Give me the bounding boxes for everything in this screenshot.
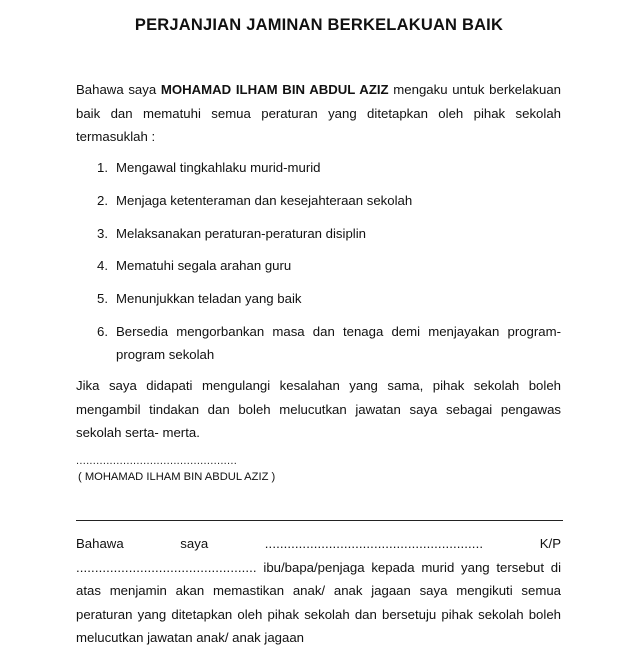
guardian-name-blank: .......................................................... <box>264 536 484 551</box>
list-item-number: 4. <box>97 258 108 274</box>
guardian-paragraph <box>76 532 561 650</box>
list-item <box>76 320 561 367</box>
guardian-kp-label: K/P <box>483 536 562 551</box>
consequence-paragraph: Jika saya didapati mengulangi kesalahan yang sama, pihak sekolah boleh mengambil tindakan dan boleh melucutkan jawatan saya sebagai pengawas sekolah serta- merta. <box>76 378 561 440</box>
list-item-number: 2. <box>97 192 108 208</box>
intro-suffix: mengaku untuk berkelakuan baik dan mematuhi semua peraturan yang ditetapkan oleh pihak sekolah termasuklah : <box>76 82 562 144</box>
signatory-name: ( MOHAMAD ILHAM BIN ABDUL AZIZ ) <box>78 471 276 483</box>
list-item-text: Menjaga ketenteraman dan kesejahteraan sekolah <box>116 192 413 208</box>
list-item-number: 5. <box>97 291 108 307</box>
guardian-text: ibu/bapa/penjaga kepada murid yang tersebut di atas menjamin akan memastikan anak/ anak jagaan saya mengikuti semua peraturan yang ditetapkan oleh pihak sekolah dan bersetuju pihak sekolah boleh melucutkan jawatan anak/ anak jagaan <box>76 559 561 645</box>
guardian-prefix: Bahawa saya <box>76 536 265 551</box>
list-item-number: 1. <box>97 160 108 175</box>
intro-prefix: Bahawa saya <box>76 82 161 97</box>
list-item <box>76 222 561 246</box>
intro-paragraph <box>76 78 561 149</box>
rules-list <box>76 156 561 376</box>
list-item-text: Bersedia mengorbankan masa dan tenaga demi menjayakan program-program sekolah <box>116 323 561 363</box>
section-divider <box>76 520 563 521</box>
list-item-text: Mematuhi segala arahan guru <box>116 258 292 274</box>
list-item-text: Mengawal tingkahlaku murid-murid <box>116 160 321 175</box>
list-item <box>76 254 561 278</box>
list-item-text: Melaksanakan peraturan-peraturan disiplin <box>116 225 366 241</box>
list-item-number: 6. <box>97 323 108 339</box>
list-item <box>76 287 561 311</box>
top-edge-dots <box>255 0 385 3</box>
signature-line: ................................................ <box>76 455 238 467</box>
student-name: MOHAMAD ILHAM BIN ABDUL AZIZ <box>160 82 389 97</box>
list-item-text: Menunjukkan teladan yang baik <box>116 291 302 307</box>
guardian-kp-blank: ................................................ <box>76 559 257 575</box>
list-item-number: 3. <box>97 225 108 241</box>
document-title: PERJANJIAN JAMINAN BERKELAKUAN BAIK <box>134 16 504 34</box>
list-item <box>76 189 561 213</box>
list-item <box>76 156 561 180</box>
